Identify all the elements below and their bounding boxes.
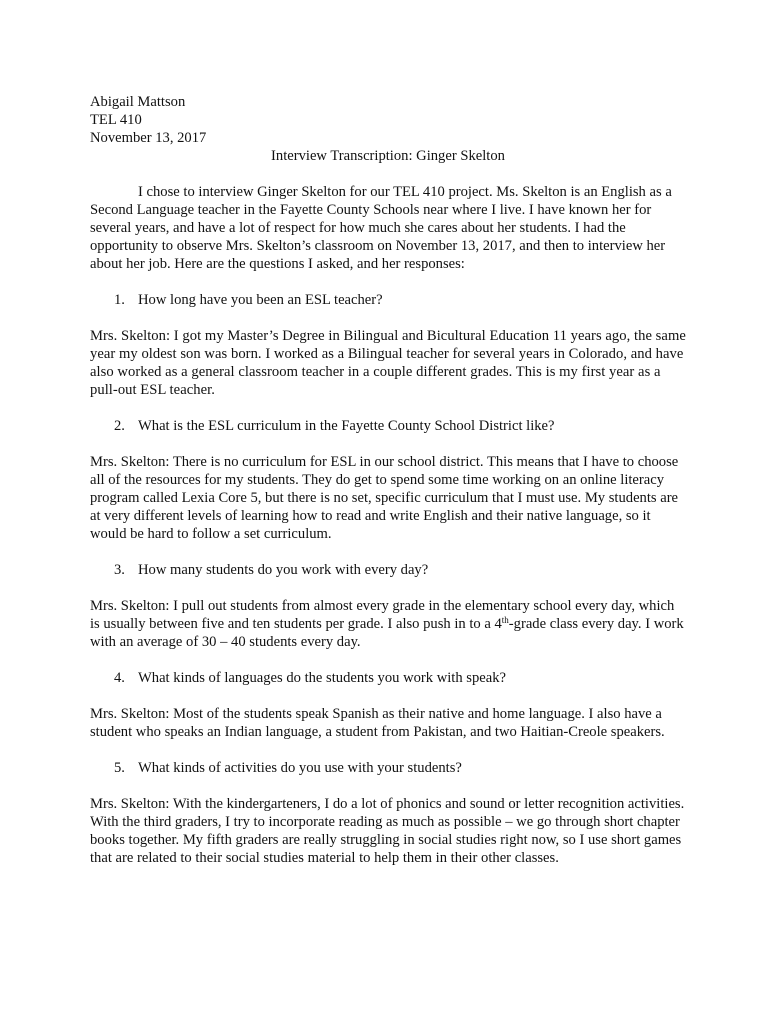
question-number: 2. [114,418,125,434]
document-body [90,93,686,867]
question-number: 3. [114,562,125,578]
question-text: How many students do you work with every day? [138,562,429,578]
author-name: Abigail Mattson [90,94,186,110]
answer-5: Mrs. Skelton: With the kindergarteners, I do a lot of phonics and sound or letter recognition activities. With the third graders, I try to incorporate reading as much as possible – we go through short chapter books together. My fifth graders are really struggling in social studies right now, so I use short games that are related to their social studies material to help them in their other classes. [90,796,685,866]
question-number: 5. [114,760,125,776]
question-4 [90,669,686,687]
document-title: Interview Transcription: Ginger Skelton [271,148,505,164]
answer-3-text-b: -grade class every day. I work with an average of 30 – 40 students every day. [90,616,684,650]
question-3 [90,561,686,579]
intro-paragraph: I chose to interview Ginger Skelton for our TEL 410 project. Ms. Skelton is an English as a Second Language teacher in the Fayette County Schools near where I live. I have known her for several years, and have a lot of respect for how much she cares about her students. I had the opportunity to observe Mrs. Skelton’s classroom on November 13, 2017, and then to interview her about her job. Here are the questions I asked, and her responses: [90,184,672,272]
answer-2: Mrs. Skelton: There is no curriculum for ESL in our school district. This means that I have to choose all of the resources for my students. They do get to spend some time working on an online literacy program called Lexia Core 5, but there is no set, specific curriculum that I must use. My students are at very different levels of learning how to read and write English and their native language, so it would be hard to follow a set curriculum. [90,454,679,542]
question-2 [90,417,686,435]
question-number: 4. [114,670,125,686]
course-code: TEL 410 [90,112,142,128]
question-text: What is the ESL curriculum in the Fayette County School District like? [138,418,555,434]
question-text: How long have you been an ESL teacher? [138,292,383,308]
answer-3 [90,597,686,651]
document-date: November 13, 2017 [90,130,207,146]
question-5 [90,759,686,777]
question-text: What kinds of languages do the students you work with speak? [138,670,507,686]
ordinal-suffix: th [501,615,509,625]
question-number: 1. [114,292,125,308]
answer-3-text-a: Mrs. Skelton: I pull out students from almost every grade in the elementary school every day, which is usually between five and ten students per grade. I also push in to a 4 [90,598,675,632]
answer-4: Mrs. Skelton: Most of the students speak Spanish as their native and home language. I also have a student who speaks an Indian language, a student from Pakistan, and two Haitian-Creole speakers. [90,706,665,740]
question-text: What kinds of activities do you use with your students? [138,760,462,776]
question-1 [90,291,686,309]
answer-1: Mrs. Skelton: I got my Master’s Degree in Bilingual and Bicultural Education 11 years ago, the same year my oldest son was born. I worked as a Bilingual teacher for several years in Colorado, and have also worked as a general classroom teacher in a couple different grades. This is my first year as a pull-out ESL teacher. [90,328,686,398]
